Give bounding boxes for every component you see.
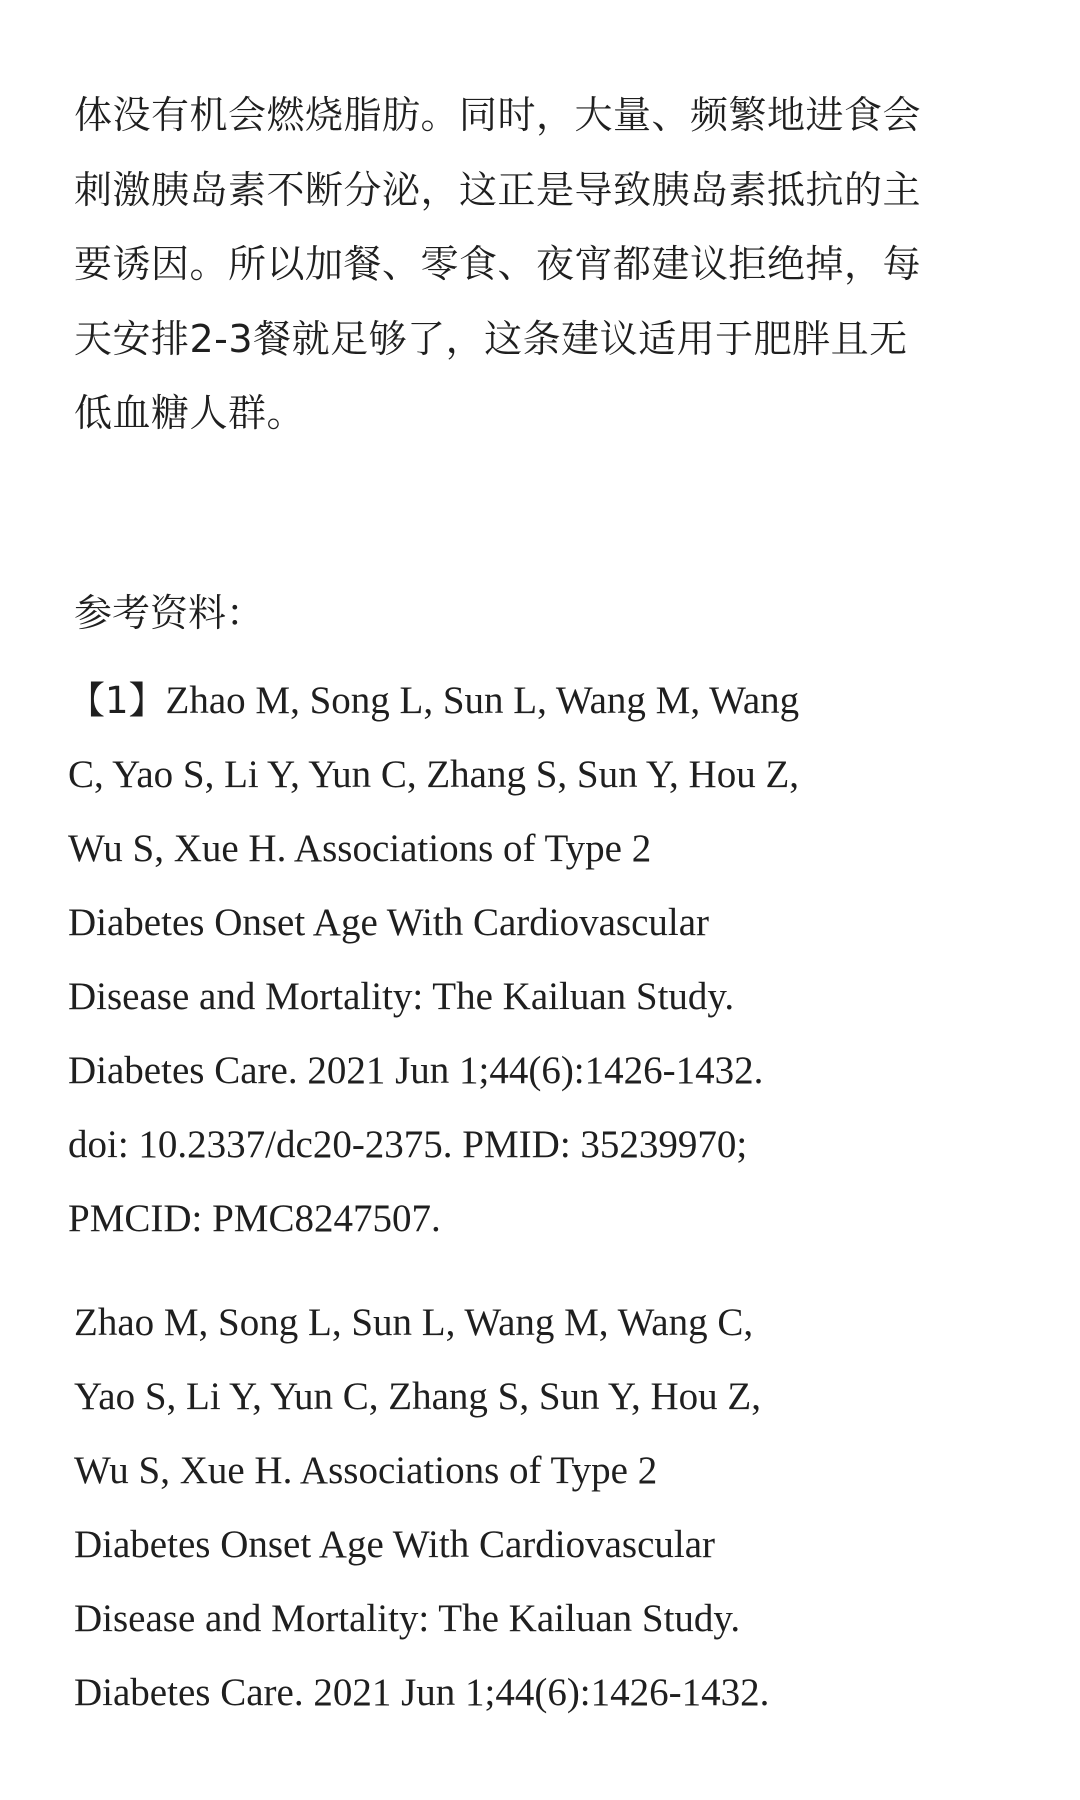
- reference-line: Diabetes Onset Age With Cardiovascular: [68, 900, 710, 944]
- reference-line: C, Yao S, Li Y, Yun C, Zhang S, Sun Y, Hou Z,: [68, 752, 800, 796]
- references-heading: 参考资料：: [74, 590, 265, 635]
- reference-line: Disease and Mortality: The Kailuan Study.: [74, 1596, 741, 1640]
- paragraph-line: 低血糖人群。: [74, 391, 306, 435]
- reference-entry-repeat: [74, 1286, 1006, 1730]
- reference-line: Wu S, Xue H. Associations of Type 2: [68, 826, 652, 870]
- body-paragraph: [74, 78, 1006, 451]
- reference-line: Yao S, Li Y, Yun C, Zhang S, Sun Y, Hou Z,: [74, 1374, 761, 1418]
- reference-line: PMCID: PMC8247507.: [68, 1196, 441, 1240]
- reference-line: Diabetes Care. 2021 Jun 1;44(6):1426-1432.: [74, 1670, 770, 1714]
- reference-line: Disease and Mortality: The Kailuan Study.: [68, 974, 735, 1018]
- reference-number: 【1】: [68, 678, 166, 722]
- article-content: [68, 78, 1006, 1730]
- reference-line: Diabetes Care. 2021 Jun 1;44(6):1426-1432.: [68, 1048, 764, 1092]
- reference-text: Zhao M, Song L, Sun L, Wang M, Wang: [165, 678, 800, 722]
- reference-entry-1: [68, 664, 1006, 1256]
- paragraph-line: 体没有机会燃烧脂肪。同时，大量、频繁地进食会: [74, 93, 922, 137]
- paragraph-line: 要诱因。所以加餐、零食、夜宵都建议拒绝掉，每: [74, 242, 922, 286]
- paragraph-line: 刺激胰岛素不断分泌，这正是导致胰岛素抵抗的主: [74, 167, 922, 212]
- reference-line: [68, 664, 1006, 738]
- reference-line: Diabetes Onset Age With Cardiovascular: [74, 1522, 716, 1566]
- paragraph-line: 天安排2-3餐就足够了，这条建议适用于肥胖且无: [74, 316, 908, 361]
- reference-line: doi: 10.2337/dc20-2375. PMID: 35239970;: [68, 1122, 748, 1166]
- reference-line: Wu S, Xue H. Associations of Type 2: [74, 1448, 658, 1492]
- reference-line: Zhao M, Song L, Sun L, Wang M, Wang C,: [74, 1300, 754, 1344]
